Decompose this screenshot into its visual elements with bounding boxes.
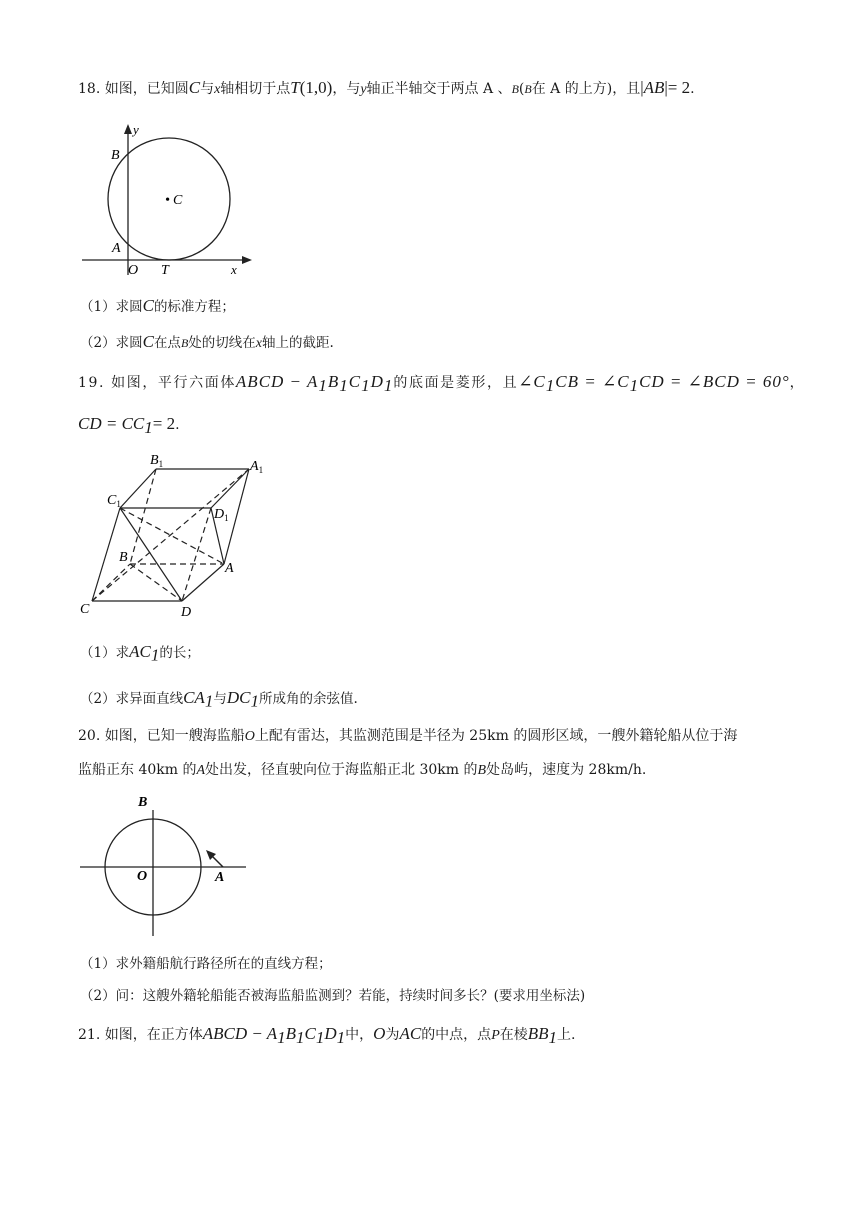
label-a: A — [215, 870, 225, 885]
x-axis-arrow-icon — [242, 256, 252, 264]
q19-part2: （2）求异面直线$CA_1$与$DC_1$所成角的余弦值. — [80, 688, 358, 711]
label-b1: $B_1$ — [150, 453, 164, 469]
q18-stem: 18. 如图，已知圆C与x轴相切于点T(1,0)，与y轴正半轴交于两点 A 、B(B在 A 的上方)，且|AB|= 2. — [78, 78, 695, 97]
q19-stem: 19. 如图，平行六面体ABCD − $A_1B_1C_1D_1$的底面是菱形，且$\angle C_1CB$ = $\angle C_1CD$ = ∠BCD = 60°， — [78, 372, 805, 395]
y-axis-arrow-icon — [124, 124, 132, 134]
label-b: B — [111, 148, 120, 163]
q20-stem-line2: 监船正东 40km 的A处出发，径直驶向位于海监船正北 30km 的B处岛屿，速度为 28km/h. — [78, 762, 647, 778]
q19-figure — [74, 448, 274, 624]
label-c1: $C_1$ — [107, 493, 121, 509]
label-d1: $D_1$ — [214, 507, 229, 523]
label-a1: $A_1$ — [250, 459, 264, 475]
label-b: B — [138, 795, 148, 810]
q20-part1: （1）求外籍船航行路径所在的直线方程； — [80, 956, 332, 972]
q18-figure — [78, 120, 258, 280]
label-o: O — [137, 869, 148, 884]
label-d: D — [181, 605, 192, 620]
label-c: C — [80, 602, 90, 617]
label-o: O — [128, 263, 139, 278]
label-y: y — [133, 122, 139, 137]
q19-stem-line2: CD = $CC_1= 2$. — [78, 414, 180, 437]
circle-c: C — [188, 78, 201, 97]
label-a: A — [225, 561, 234, 576]
q18-part2: （2）求圆C在点B处的切线在x轴上的截距. — [80, 332, 334, 351]
label-c: C — [173, 193, 183, 208]
q19-part1: （1）求$AC_1$的长； — [80, 642, 200, 665]
label-x: x — [231, 262, 237, 277]
q21-stem: 21. 如图，在正方体ABCD − $A_1B_1C_1D_1$中，O为AC的中点，点P在棱$BB_1$上. — [78, 1024, 576, 1047]
q20-stem-line1: 20. 如图，已知一艘海监船O上配有雷达，其监测范围是半径为 25km 的圆形区域，一艘外籍轮船从位于海 — [78, 728, 738, 744]
label-t: T — [161, 263, 169, 278]
center-dot: • — [165, 193, 170, 208]
label-a: A — [112, 241, 121, 256]
label-b: B — [119, 550, 128, 565]
q20-part2: （2）问：这艘外籍轮船能否被海监船监测到？若能，持续时间多长？(要求用坐标法) — [80, 988, 586, 1004]
q18-part1: （1）求圆C的标准方程； — [80, 296, 235, 315]
q20-figure — [78, 790, 258, 940]
